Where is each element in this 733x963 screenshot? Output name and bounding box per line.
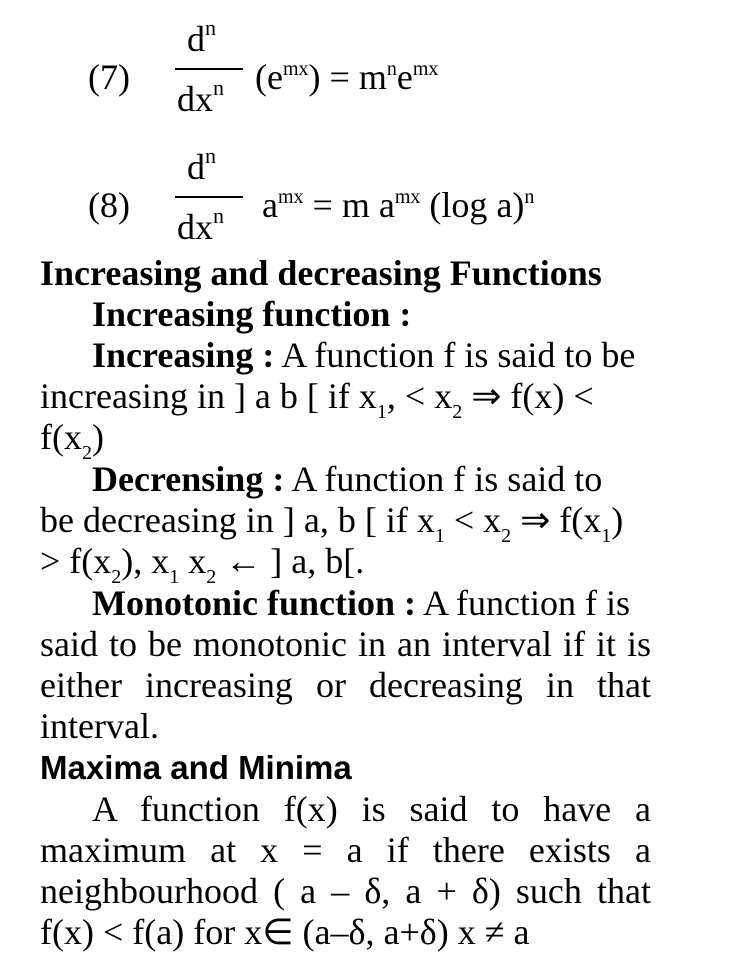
formula-7	[0, 15, 733, 138]
formula-8	[0, 143, 733, 266]
fraction-denominator: $dx^n$	[177, 203, 224, 247]
increasing-definition-line-2: increasing in ] a b [ if $x_1$, < $x_2$ ⇒ f(x) <	[40, 376, 594, 423]
monotonic-definition-line-2: said to be monotonic in an interval if it is	[40, 624, 651, 664]
maxima-definition-line-4: f(x) < f(a) for x∈ (a–δ, a+δ) x ≠ a	[40, 912, 530, 952]
monotonic-definition-line-4: interval.	[40, 706, 159, 746]
increasing-definition-line-1: Increasing : A function f is said to be	[92, 335, 636, 375]
subsection-heading: Increasing function :	[92, 294, 412, 334]
formula-number: (8)	[88, 185, 130, 225]
fraction-numerator: $d^n$	[187, 15, 216, 59]
maxima-definition-line-2: maximum at x = a if there exists a	[40, 830, 651, 870]
formula-number: (7)	[88, 57, 130, 97]
decreasing-definition-line-3: > $f(x_2)$, $x_1$ $x_2$ ← ] a, b[.	[40, 541, 365, 588]
formula-rhs: $(e^{mx}) = m^ne^{mx}$	[255, 57, 439, 97]
maxima-definition-line-3: neighbourhood ( a – δ, a + δ) such that	[40, 871, 651, 911]
formula-rhs: $a^{mx} = m$ $a^{mx}$ (log a)$^n$	[262, 185, 535, 225]
section-heading: Increasing and decreasing Functions	[40, 253, 602, 293]
section-heading: Maxima and Minima	[40, 749, 352, 786]
maxima-definition-line-1: A function f(x) is said to have a	[92, 789, 651, 829]
decreasing-definition-line-1: Decrensing : A function f is said to	[92, 459, 603, 499]
term: Increasing :	[92, 335, 275, 375]
increasing-definition-line-3: $f(x_2)$	[40, 417, 104, 464]
fraction-denominator: $dx^n$	[177, 75, 224, 119]
term: Monotonic function :	[92, 583, 416, 623]
decreasing-definition-line-2: be decreasing in ] a, b [ if $x_1 < x_2$ ⇒ $f(x_1)$	[40, 500, 624, 547]
fraction-numerator: $d^n$	[187, 143, 216, 187]
monotonic-definition-line-1: Monotonic function : A function f is	[92, 583, 630, 623]
fraction-bar	[175, 68, 243, 70]
term: Decrensing :	[92, 459, 285, 499]
monotonic-definition-line-3: either increasing or decreasing in that	[40, 665, 651, 705]
fraction-bar	[175, 196, 243, 198]
